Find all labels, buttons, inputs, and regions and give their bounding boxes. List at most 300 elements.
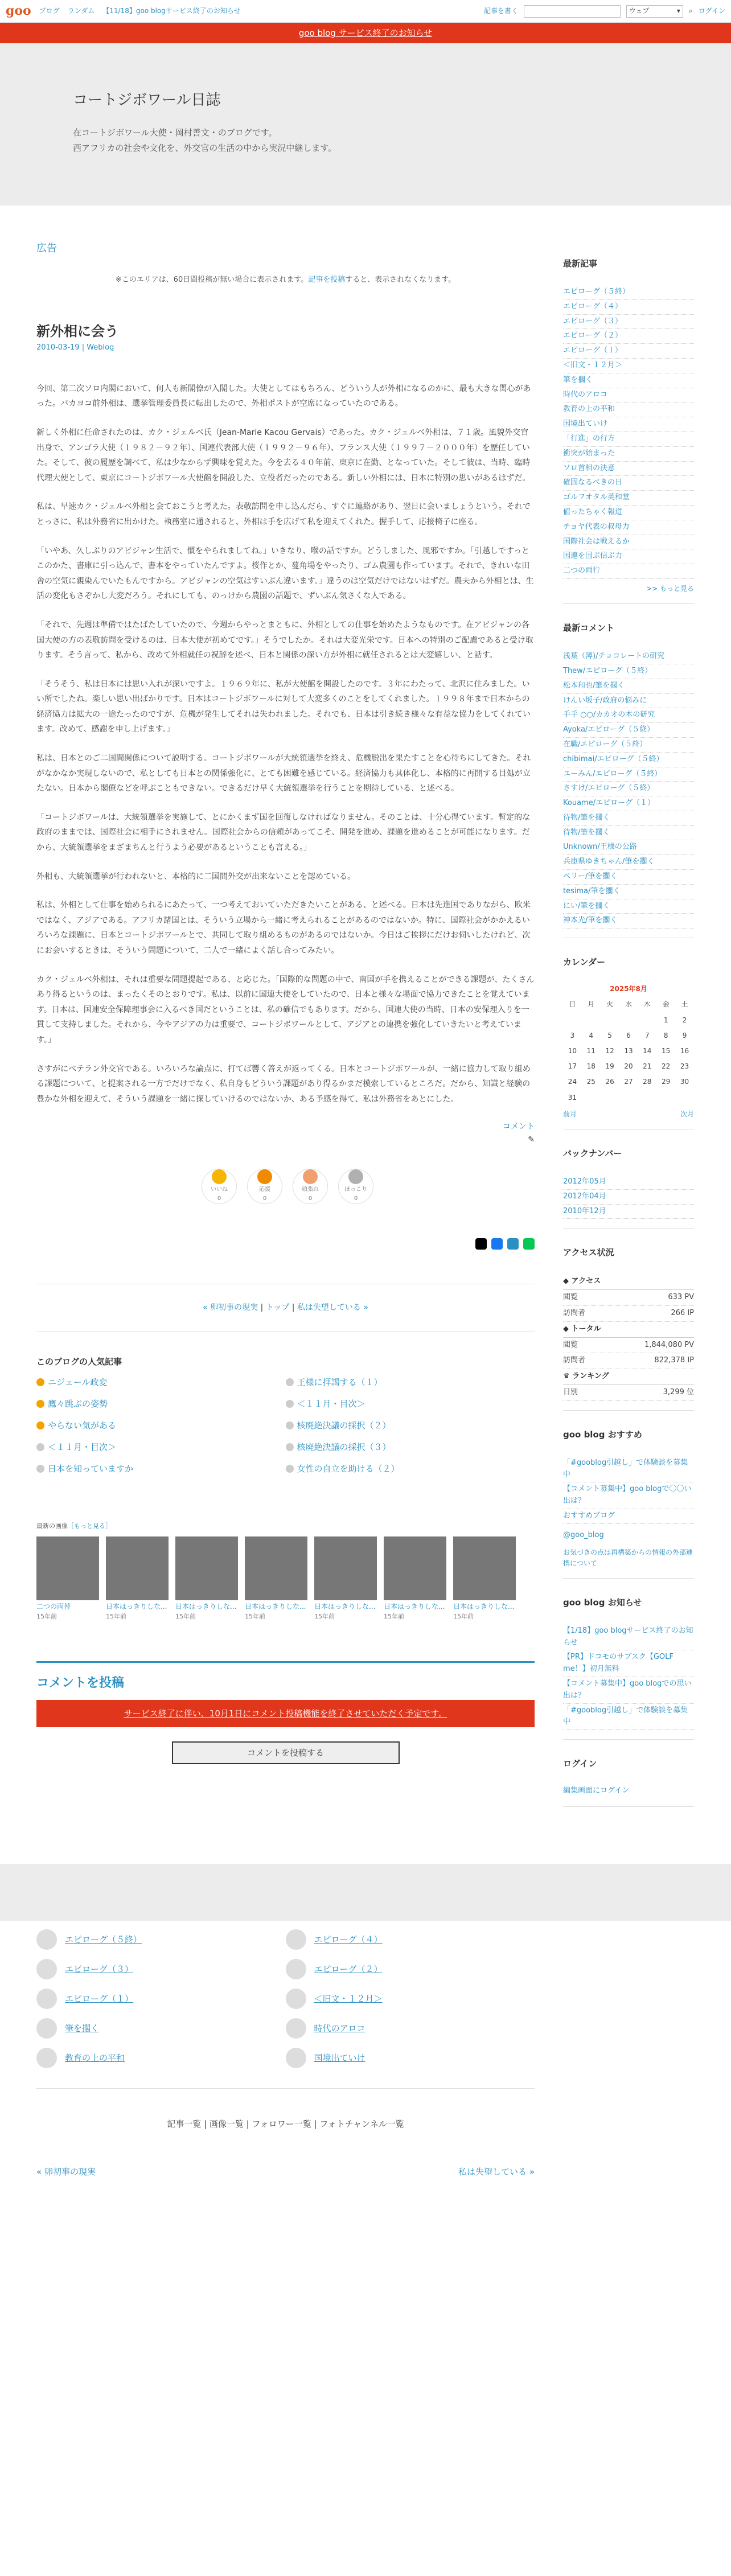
recent-comment-link[interactable]: Thew/エピローグ（５終） — [563, 666, 652, 675]
access-stats: アクセス状況 ◆ アクセス 閲覧 633 PV 訪問者 266 IP ◆ トータル 閲覧 1,844,080 PV 訪問者 822,378 IP ♛ ランキング 日別 3,299 位 — [563, 1246, 694, 1410]
blog-description-1: 在コートジボワール大使・岡村善文・のブログです。 — [73, 127, 277, 138]
cal-day: 31 — [568, 1093, 577, 1102]
popular-item — [36, 1462, 286, 1476]
bottom-prev-link[interactable]: « 卵初事の現実 — [36, 2167, 96, 2178]
backnumber-item-link[interactable]: 2012年04月 — [563, 1192, 606, 1201]
recent-comment-link[interactable]: ペリー/筆を擱く — [563, 872, 618, 881]
popular-item-link[interactable]: ニジェール政変 — [48, 1377, 108, 1387]
login-link[interactable]: ログイン — [698, 6, 725, 15]
popular-item — [286, 1440, 535, 1454]
image-date: 15年前 — [314, 1612, 335, 1620]
cal-day: 3 — [570, 1031, 575, 1040]
recent-comment-link[interactable]: 浅葉（薄)/チョコレートの研究 — [563, 652, 665, 661]
cal-day: 24 — [568, 1078, 577, 1086]
thumbnail-image[interactable] — [314, 1536, 377, 1600]
popular-item-link[interactable]: 日本を知っていますか — [48, 1463, 134, 1474]
bottom-nav — [36, 2165, 535, 2179]
image-thumb[interactable] — [106, 1536, 169, 1621]
goo-recommend-item-link[interactable]: 【コメント募集中】goo blogで〇〇い出は？ — [563, 1485, 692, 1506]
bottom-area — [0, 1921, 731, 2179]
article-thumb-icon — [286, 2018, 306, 2039]
thumbnail-image[interactable] — [384, 1536, 446, 1600]
cal-day — [638, 1013, 656, 1028]
recent-comment-link[interactable]: 神本光/筆を擱く — [563, 916, 618, 925]
popular-item-link[interactable]: 女性の自立を助ける（２） — [297, 1463, 400, 1474]
cal-day: 9 — [682, 1031, 687, 1040]
write-article-link[interactable]: 記事を書く — [483, 6, 518, 15]
rank-dot-icon — [36, 1421, 44, 1429]
post-title[interactable]: 新外相に会う — [36, 323, 118, 339]
recent-article — [563, 491, 694, 506]
post-paragraph: 今回、第二次ソロ内閣において、何人も新閣僚が入閣した。大使としてはもちろん、どういう人が外相になるのかに、最も大きな関心があった。バカヨコ前外相は、選挙管理委員長に転出したので、外相ポストが空席になっていたのである。 — [36, 384, 531, 409]
goo-x-account[interactable]: @goo_blog — [563, 1530, 604, 1539]
popular-item-link[interactable]: やらない気がある — [48, 1420, 117, 1431]
comment-post-title: コメントを投稿 — [36, 1676, 125, 1691]
prev-post-link[interactable]: « 卵初事の現実 — [203, 1303, 258, 1313]
popular-item-link[interactable]: 核廃絶決議の採択（３） — [297, 1441, 391, 1452]
today-ip: 266 IP — [671, 1308, 694, 1317]
popular-item-link[interactable]: 鷹々跳ぶの姿勢 — [48, 1398, 108, 1409]
nav-notice-link[interactable]: 【11/18】goo blogサービス終了のお知らせ — [102, 6, 241, 15]
cal-day: 28 — [643, 1078, 652, 1086]
daily-rank: 3,299 位 — [663, 1387, 694, 1396]
article-thumb-icon — [286, 1989, 306, 2009]
recent-comment-link[interactable]: 松本和也/筆を擱く — [563, 681, 625, 690]
comment-post-section — [36, 1661, 535, 1764]
backnumber-item — [563, 1205, 694, 1219]
rank-dot-icon — [36, 1443, 44, 1451]
bottom-article — [36, 2015, 286, 2041]
cal-day: 25 — [586, 1078, 596, 1086]
recent-article-link[interactable]: 筆を擱く — [563, 375, 593, 384]
bottom-article-link[interactable]: 時代のアロコ — [314, 2023, 366, 2034]
recent-article-link[interactable]: ゴルフオタル英和堂 — [563, 493, 630, 502]
article-thumb-icon — [286, 1929, 306, 1950]
post-meta: 2010-03-19 | Weblog — [36, 343, 114, 352]
reaction-button[interactable] — [293, 1169, 328, 1204]
post-date: 2010-03-19 — [36, 343, 80, 352]
recent-article — [563, 506, 694, 520]
image-thumb[interactable] — [245, 1536, 307, 1621]
rank-dot-icon — [286, 1421, 294, 1429]
recent-comment-link[interactable]: Kouame/エピローグ（１） — [563, 799, 655, 808]
popular-item — [286, 1375, 535, 1389]
recent-comment — [563, 870, 694, 885]
rank-heading: ♛ ランキング — [563, 1369, 694, 1385]
backnumber-item — [563, 1175, 694, 1190]
bottom-article — [36, 1956, 286, 1982]
recent-article-link[interactable]: エピローグ（４） — [563, 302, 623, 311]
image-thumb[interactable] — [175, 1536, 238, 1621]
thumbnail-image[interactable] — [36, 1536, 99, 1600]
cal-day — [601, 1090, 619, 1106]
recent-comment-link[interactable]: 待物/筆を擱く — [563, 828, 610, 837]
post-article-link[interactable]: 記事を投稿 — [308, 275, 346, 284]
recent-comment-link[interactable]: 待物/筆を擱く — [563, 813, 610, 822]
cal-day — [638, 1090, 656, 1106]
cal-prev-link[interactable]: 前月 — [563, 1110, 577, 1118]
image-caption[interactable]: 日本はっきりしな... — [384, 1603, 445, 1611]
cal-day: 27 — [624, 1078, 633, 1086]
search-scope-select[interactable]: ウェブ ▾ — [626, 5, 683, 18]
image-caption[interactable]: 日本はっきりしな... — [453, 1603, 515, 1611]
cal-day — [563, 1013, 582, 1028]
main-column — [36, 206, 535, 1824]
calendar: カレンダー 2025年8月 日 月 火 水 木 金 土 1 2 3 4 5 6 7 8 9 10 11 12 13 14 15 16 17 18 19 20 21 22 23 24 25 26 27 28 29 30 31 前月 次月 — [563, 955, 694, 1129]
access-icon: ◆ — [563, 1277, 572, 1286]
bottom-article-link[interactable]: エピローグ（３） — [65, 1964, 134, 1975]
backnumber-item-link[interactable]: 2010年12月 — [563, 1206, 606, 1215]
recent-article-link[interactable]: 教育の上の平和 — [563, 405, 615, 414]
post-pager: « 卵初事の現実 | トップ | 私は失望している » — [36, 1284, 535, 1332]
recent-articles: 最新記事 エピローグ（５終） エピローグ（４） エピローグ（３） エピローグ（２） エピローグ（１） ＜旧文・１２月＞ 筆を擱く 時代のアロコ 教育の上の平和 国境出ていけ 「行進」の行方 衝突が始まった ソロ首相の決意 確固なるべきの日 ゴルフオタル英和堂 値ったちゃく報道 チョヤ代表の叔母力 国際社会は戦えるか 国連を国ぶ信ぶ力 二つの両行 >> もっと見る — [563, 257, 694, 604]
cal-day: 14 — [643, 1047, 652, 1055]
popular-item-link[interactable]: 核廃絶決議の採択（２） — [297, 1420, 391, 1431]
reaction-label: 頑張れ — [302, 1186, 319, 1193]
cal-day: 26 — [605, 1078, 614, 1086]
total-ip: 822,378 IP — [654, 1356, 694, 1365]
popular-item-link[interactable]: ＜１１月・目次＞ — [297, 1398, 366, 1409]
post-paragraph: 「それで、先週は準備ではたばたしていたので、今週からやっとまともに、外相としての仕事を始めたようなものです。在アビジャンの各国大使の方の表敬訪問を受けるのは、日本大使が初めてです。」そうでしたか。それは大変光栄です。日本への特別のご配慮であると受け取ります。そう言って、私から、改めて外相就任の祝辞を述べ、日本と関係の深い方が外相に就任されるとは大変嬉しい、と話す。 — [36, 620, 533, 660]
recent-article — [563, 564, 694, 579]
image-caption[interactable]: 日本はっきりしな... — [106, 1603, 167, 1611]
cal-day — [619, 1013, 638, 1028]
recent-article-link[interactable]: エピローグ（２） — [563, 331, 623, 340]
bottom-article — [286, 2015, 535, 2041]
total-icon: ◆ — [563, 1324, 572, 1333]
recent-article-link[interactable]: エピローグ（５終） — [563, 287, 630, 296]
recent-comment-link[interactable]: 兵庫県ゆきちゃん/筆を擱く — [563, 857, 655, 866]
reaction-buttons — [202, 1169, 535, 1204]
cal-day — [675, 1090, 694, 1106]
recent-article-link[interactable]: 国際社会は戦えるか — [563, 537, 630, 546]
bottom-article — [286, 1926, 535, 1953]
post-body — [36, 381, 535, 1107]
image-date: 15年前 — [384, 1612, 404, 1620]
popular-item — [286, 1462, 535, 1476]
thumbnail-image[interactable] — [245, 1536, 307, 1600]
thumbnail-image[interactable] — [175, 1536, 238, 1600]
recent-comment-link[interactable]: Ayoka/エピローグ（５終） — [563, 725, 655, 734]
recent-comment-link[interactable]: にい/筆を擱く — [563, 901, 610, 910]
goo-recommend-item — [563, 1509, 694, 1524]
popular-item — [36, 1375, 286, 1389]
cal-day: 21 — [643, 1062, 652, 1071]
recent-comment — [563, 885, 694, 899]
recent-comment-link[interactable]: さすけ/エピローグ（５終） — [563, 784, 655, 793]
goo-recommend-item-link[interactable]: 「#gooblog引越し」で体験談を募集中 — [563, 1458, 688, 1479]
reaction-emoji-icon — [303, 1169, 318, 1184]
bottom-article-link[interactable]: 国境出ていけ — [314, 2053, 366, 2064]
recent-comment — [563, 738, 694, 753]
cal-day: 4 — [589, 1031, 594, 1040]
blog-description-2: 西アフリカの社会や文化を、外交官の生活の中から実況中継します。 — [73, 142, 337, 153]
comment-link[interactable]: コメント — [503, 1122, 535, 1132]
recent-comment-link[interactable]: 手手 ○○/カカオの木の研究 — [563, 710, 655, 720]
recent-comment-link[interactable]: chibimai/エピローグ（５終） — [563, 754, 664, 763]
recent-comment-link[interactable]: tesima/筆を擱く — [563, 886, 621, 895]
bottom-article-link[interactable]: ＜旧文・１２月＞ — [314, 1994, 383, 2004]
recent-article-link[interactable]: 確固なるべきの日 — [563, 478, 623, 487]
post-comment-button[interactable]: コメントを投稿する — [172, 1741, 400, 1764]
bottom-article — [286, 1986, 535, 2012]
bottom-next-link[interactable]: 私は失望している » — [458, 2167, 535, 2178]
cal-day: 12 — [605, 1047, 614, 1055]
bottom-article-link[interactable]: エピローグ（５終） — [65, 1934, 142, 1945]
sidebar — [563, 206, 694, 1824]
recent-article — [563, 344, 694, 359]
line-share-icon[interactable] — [523, 1238, 535, 1250]
post-paragraph: 「いやあ、久しぶりのアビジャン生活で、慣をやられましてね。」いきなり、喉の話ですか。どうしました、風邪ですか。「引越しですっとこのかた、書庫に引っ込んで、書本をやっていたんですよ。桜作とか、蔓角場をやったり、ゴム農園も作っています。それで、きれいな田舎の空気に親染んでいたもんですから。アビジャンの空気はすいぶん違います。」違うのは空気だけではないはずだ。農夫から外相とは、生活の変化もさぞかし大変だろう。それにしても、のっけから農園の話題で、ずいぶん気さくな人である。 — [36, 546, 534, 601]
post-paragraph: 私は、早速カク・ジェルベ外相と会ておこうと考えた。表敬訪問を申し込んだら、すぐに連絡があり、翌日に会いましょうという。それでとっさに、私は外務省に出かけた。執務室に通されると、外相は手を広げて私を迎えてくれた。握手して、応接椅子に座る。 — [36, 502, 531, 527]
cal-day: 18 — [586, 1062, 596, 1071]
backnumber: バックナンバー 2012年05月 2012年04月 2010年12月 — [563, 1147, 694, 1229]
recent-article-link[interactable]: 国境出ていけ — [563, 420, 608, 429]
reaction-button[interactable] — [202, 1169, 237, 1204]
recent-comment-link[interactable]: ユーみん/エピローグ（５終） — [563, 769, 662, 778]
recent-comment — [563, 782, 694, 796]
post-paragraph: 新しく外相に任命されたのは、カク・ジェルベ氏（Jean-Marie Kacou Gervais）であった。カク・ジェルベ外相は、７１歳。風貌外交官出身で、アンゴラ大使（１９８２－９２年）、国連代表部大使（１９９２－９６年）、フランス大使（１９９７－２０００年）を歴任していた。そして、彼の履歴を調べて、私は少なからず興味を覚えた。今を去る４０年前、東京に在勤、となっていた。そして彼は、当時、臨時代理大使として、東京にコートジボワール大使館を開設した、立役者だったのである。新しい外相には、日本に特別の思いがあるはずだ。 — [36, 428, 531, 483]
goo-news-item-link[interactable]: 「#gooblog引越し」で体験談を募集中 — [563, 1706, 688, 1727]
recent-comment — [563, 796, 694, 811]
cal-day: 5 — [607, 1031, 612, 1040]
cal-day: 22 — [662, 1062, 671, 1071]
recent-comment — [563, 679, 694, 694]
bottom-article — [36, 2045, 286, 2071]
bottom-article-link[interactable]: 教育の上の平和 — [65, 2053, 125, 2064]
thumbnail-image[interactable] — [453, 1536, 516, 1600]
rank-dot-icon — [36, 1465, 44, 1473]
recent-article — [563, 462, 694, 476]
cal-day: 23 — [680, 1062, 689, 1071]
reaction-button[interactable] — [247, 1169, 282, 1204]
total-heading: ◆ トータル — [563, 1322, 694, 1338]
recent-article-link[interactable]: 国連を国ぶ信ぶ力 — [563, 552, 623, 561]
image-caption[interactable]: 日本はっきりしな... — [175, 1603, 237, 1611]
recent-article — [563, 315, 694, 330]
post-paragraph: 「そうそう、私は日本には思い入れが深いですよ。１９６９年に、私が大使館を開設したのです。３年にわたって、北沢に住みました。いい所でしたね。楽しい思い出ばかりです。日本はコートジボワールに対して大変多くのことをしてくれました。１９９８年まで日本からの経済協力は拡大の一途たったのですが、危機が発生してそれは失われました。それでも、日本は引き続き様々な有益な協力をしてくれています。改めて、感謝を申し上げます。」 — [36, 679, 531, 734]
goo-recommend-item — [563, 1456, 694, 1483]
recent-comment — [563, 811, 694, 826]
goo-news-item — [563, 1677, 694, 1704]
recent-article — [563, 476, 694, 491]
footer-links[interactable]: 記事一覧 | 画像一覧 | フォロワー一覧 | フォトチャンネル一覧 — [167, 2119, 404, 2130]
post-paragraph: 私は、外相として仕事を始められるにあたって、一つ考えておいていただきたいことがある、と述べる。日本は先進国でありながら、欧米ではなく、アジアである。アフリカ諸国とは、そういう立場から一緒に考えられることがあるのではないか。特に、国際社会がかかえるいろいろな課題に、日本とコートジボワールとで、共同して取り組めるものがあるのではないか。今日はご挨拶にだけお伺いしたけれど、次にお会いするときは、そういう問題について、二人で一緒によく話し合ってみたい。 — [36, 901, 531, 955]
comment-end-notice[interactable]: サービス終了に伴い、10月1日にコメント投稿機能を終了させていただく予定です。 — [36, 1700, 535, 1727]
thumbnail-image[interactable] — [106, 1536, 169, 1600]
cal-day-header: 水 — [625, 1000, 632, 1009]
article-thumb-icon — [36, 2018, 57, 2039]
recent-article-link[interactable]: 「行進」の行方 — [563, 434, 615, 443]
reaction-count: 0 — [262, 1195, 267, 1202]
recent-article-link[interactable]: チョヤ代表の叔母力 — [563, 522, 630, 531]
article-thumb-icon — [36, 2048, 57, 2068]
bottom-article — [286, 1956, 535, 1982]
search-input[interactable] — [524, 5, 621, 18]
recent-article-link[interactable]: ソロ首相の決意 — [563, 463, 615, 473]
recent-article — [563, 432, 694, 447]
popular-item — [286, 1397, 535, 1411]
recent-comment — [563, 855, 694, 870]
image-caption[interactable]: 日本はっきりしな... — [314, 1603, 376, 1611]
recent-article-link[interactable]: ＜旧文・１２月＞ — [563, 360, 623, 369]
reaction-emoji-icon — [257, 1169, 272, 1184]
goo-news-item — [563, 1650, 694, 1677]
image-date: 15年前 — [175, 1612, 196, 1620]
recent-article — [563, 417, 694, 432]
recent-article-link[interactable]: エピローグ（３） — [563, 317, 623, 326]
bottom-article — [36, 1926, 286, 1953]
recent-comment — [563, 840, 694, 855]
post-paragraph: カク・ジェルベ外相は、それは重要な問題提起である、と応じた。「国際的な問題の中で、南国が手を携えることができる課題が、たくさんあり得るというのは、まったくそのとおりです。私は、以前に国連大使をしていたので、日本と様々な場面で協力できたことを覚えています。日本は、国連安全保障理事会に入るべき国だということは、私の確信でもあります。だから、国連大使の当時、日本の安保理入りを一貫して支持しました。それから、今やアジアの力は重要で、コートジボワールとして、アジアとの連携を強化していきたいと考えています。」 — [36, 975, 535, 1045]
cal-day-header: 金 — [662, 1000, 670, 1009]
popular-item — [36, 1397, 286, 1411]
hatena-share-icon[interactable] — [507, 1238, 519, 1250]
facebook-share-icon[interactable] — [491, 1238, 503, 1250]
search-icon[interactable]: ⌕ — [688, 6, 693, 15]
share-buttons — [36, 1238, 535, 1250]
recent-comment — [563, 708, 694, 723]
cal-day — [619, 1090, 638, 1106]
image-thumb[interactable] — [314, 1536, 377, 1621]
goo-note-link[interactable]: お気づきの点は再構築からの情報の外部連携について — [563, 1548, 693, 1567]
recent-comment-link[interactable]: けんい坂子/政府の悩みに — [563, 696, 647, 705]
recent-article — [563, 300, 694, 315]
recent-comments: 最新コメント 浅葉（薄)/チョコレートの研究 Thew/エピローグ（５終） 松本和也/筆を擱く けんい坂子/政府の悩みに 手手 ○○/カカオの木の研究 Ayoka/エピローグ（５終） 在職/エピローグ（５終） chibimai/エピローグ（５終） ユーみん/エピローグ（５終） さすけ/エピローグ（５終） Kouame/エピローグ（１） 待物/筆を擱く 待物/筆を擱く Unknown/王様の公路 兵庫県ゆきちゃん/筆を擱く ペリー/筆を擱く tesima/筆を擱く にい/筆を擱く 神本光/筆を擱く — [563, 621, 694, 938]
image-date: 15年前 — [453, 1612, 474, 1620]
image-caption[interactable]: 二つの両替 — [36, 1603, 71, 1611]
image-thumb[interactable] — [453, 1536, 516, 1621]
cal-day: 13 — [624, 1047, 633, 1055]
cal-day — [656, 1090, 675, 1106]
goo-news-item — [563, 1624, 694, 1651]
bottom-article-link[interactable]: エピローグ（２） — [314, 1964, 383, 1975]
recent-comment — [563, 694, 694, 709]
x-share-icon[interactable] — [475, 1238, 487, 1250]
recent-article — [563, 388, 694, 403]
backnumber-item-link[interactable]: 2012年05月 — [563, 1177, 606, 1186]
goo-news-item-link[interactable]: 【PR】ドコモのサブスク【GOLF me！】初月無料 — [563, 1653, 673, 1674]
login-box: ログイン 編集画面にログイン — [563, 1757, 694, 1807]
bottom-article — [36, 1986, 286, 2012]
cal-day: 30 — [680, 1078, 689, 1086]
next-post-link[interactable]: 私は失望している » — [297, 1303, 368, 1313]
recent-comment — [563, 664, 694, 679]
rank-dot-icon — [286, 1465, 294, 1473]
image-date: 15年前 — [106, 1612, 126, 1620]
today-pv: 633 PV — [668, 1293, 694, 1302]
bottom-article-link[interactable]: エピローグ（４） — [314, 1934, 383, 1945]
cal-day: 29 — [662, 1078, 671, 1086]
top-link[interactable]: トップ — [265, 1303, 290, 1313]
recent-more-link[interactable]: >> もっと見る — [646, 584, 694, 593]
post-paragraph: 私は、日本とのご二国間関係について説明する。コートジボワールが大統領選挙を終え、危機脱出を果たすことを心待ちにしてきた。それがなかなか実現しないので、私としても日本との関係強化に、とても困難を感じている。経済協力も具体化し、本格的に再開する目処が立たない。日本から閣僚などを呼ぶこともできない。できるだけ早く大統領選挙を行うことを期待している、と述べる。 — [36, 754, 531, 794]
cal-day — [601, 1013, 619, 1028]
image-caption[interactable]: 日本はっきりしな... — [245, 1603, 306, 1611]
reaction-label: 応援 — [259, 1186, 270, 1193]
nav-blog-link[interactable]: ブログ — [39, 6, 60, 15]
cal-next-link[interactable]: 次月 — [680, 1110, 694, 1118]
article-thumb-icon — [286, 1959, 306, 1979]
recent-article-link[interactable]: 値ったちゃく報道 — [563, 507, 623, 516]
post-category[interactable]: Weblog — [87, 343, 114, 352]
access-heading: ◆ アクセス — [563, 1274, 694, 1290]
service-end-banner[interactable]: goo blog サービス終了のお知らせ — [0, 23, 731, 43]
recent-article — [563, 329, 694, 344]
rank-dot-icon — [36, 1400, 44, 1408]
recent-article — [563, 359, 694, 373]
goo-news-item — [563, 1704, 694, 1731]
rank-dot-icon — [36, 1378, 44, 1386]
image-thumb[interactable] — [384, 1536, 446, 1621]
popular-item-link[interactable]: ＜１１月・目次＞ — [48, 1441, 117, 1452]
recent-comment-link[interactable]: 在職/エピローグ（５終） — [563, 739, 647, 749]
cal-day: 6 — [626, 1031, 631, 1040]
reaction-count: 0 — [217, 1195, 221, 1202]
goo-news-item-link[interactable]: 【1/18】goo blogサービス終了のお知らせ — [563, 1626, 693, 1647]
reaction-emoji-icon — [212, 1169, 227, 1184]
reaction-button[interactable] — [338, 1169, 373, 1204]
recent-comment-link[interactable]: Unknown/王様の公路 — [563, 843, 637, 852]
recent-article-link[interactable]: 時代のアロコ — [563, 390, 608, 399]
image-thumb[interactable] — [36, 1536, 99, 1621]
bottom-article-link[interactable]: エピローグ（１） — [65, 1994, 134, 2004]
recent-comment — [563, 914, 694, 928]
reaction-label: ほっこり — [344, 1186, 367, 1193]
cal-day-header: 火 — [606, 1000, 614, 1009]
cal-day: 2 — [682, 1016, 687, 1024]
rank-dot-icon — [286, 1378, 294, 1386]
nav-random-link[interactable]: ランダム — [67, 6, 95, 15]
recent-article — [563, 549, 694, 564]
goo-recommend: goo blog おすすめ 「#gooblog引越し」で体験談を募集中 【コメント募集中】goo blogで〇〇い出は？ おすすめブログ @goo_blog お気づきの点は再構築からの情報の外部連携について — [563, 1428, 694, 1579]
ad-note: ※このエリアは、60日間投稿が無い場合に表示されます。記事を投稿すると、表示されなくなります。 — [115, 275, 456, 284]
recent-article-link[interactable]: エピローグ（１） — [563, 346, 623, 355]
latest-images: 最新の画像［もっと見る］ 二つの両替 15年前 日本はっきりしな... 15年前 日本はっきりしな... 15年前 日本はっきりしな... 15年前 日本はっきりしな... 15年前 日本はっきりしな... 15年前 日本はっきりしな... 15年前 — [36, 1521, 535, 1622]
recent-article — [563, 285, 694, 300]
recent-article-link[interactable]: 二つの両行 — [563, 566, 601, 576]
goo-recommend-item — [563, 1482, 694, 1509]
cal-day — [582, 1013, 601, 1028]
cal-day: 20 — [624, 1062, 633, 1071]
popular-title: このブログの人気記事 — [36, 1356, 122, 1367]
blog-title[interactable]: コートジボワール日誌 — [73, 92, 221, 109]
cal-day: 19 — [605, 1062, 614, 1071]
cal-day: 15 — [662, 1047, 671, 1055]
recent-article — [563, 535, 694, 550]
goo-news-item-link[interactable]: 【コメント募集中】goo blogでの思い出は？ — [563, 1679, 692, 1700]
cal-day: 10 — [568, 1047, 577, 1055]
goo-logo[interactable]: goo — [6, 3, 31, 18]
edit-login-link[interactable]: 編集画面にログイン — [563, 1786, 630, 1796]
cal-day-header: 土 — [681, 1000, 688, 1009]
ad-heading: 広告 — [36, 243, 57, 254]
cal-day: 17 — [568, 1062, 577, 1071]
ranking-icon: ♛ — [563, 1372, 573, 1381]
top-bar — [0, 0, 731, 23]
goo-recommend-item-link[interactable]: おすすめブログ — [563, 1511, 615, 1520]
reaction-count: 0 — [308, 1195, 313, 1202]
more-images-link[interactable]: ［もっと見る］ — [68, 1522, 112, 1530]
popular-item-link[interactable]: 王様に拝謁する（１） — [297, 1377, 383, 1387]
chevron-down-icon: ▾ — [676, 6, 680, 15]
bottom-article-link[interactable]: 筆を擱く — [65, 2023, 100, 2034]
recent-article-link[interactable]: 衝突が始まった — [563, 449, 615, 458]
recent-comment — [563, 826, 694, 841]
popular-item — [36, 1419, 286, 1432]
blog-header — [0, 43, 731, 206]
post-paragraph: さすがにベテラン外交官である。いろいろな論点に、打てば響く答えが返ってくる。日本とコートジボワールが、一緒に協力して取り組める課題について、と提案される一方でだけでなく、私自身もどういう課題があり得るかまだ模索しているところだ。だから、知識と経験の豊かな外相を迎えて、そういう課題を一緒に探していけるのではないか、ある予感を得て、私は外務省をあとにした。 — [36, 1064, 531, 1104]
